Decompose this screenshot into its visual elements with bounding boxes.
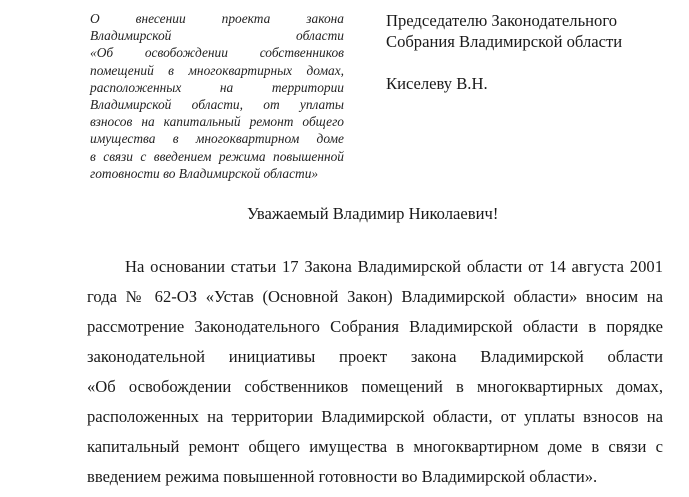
body-line: капитальный ремонт общего имущества в многоквартирном доме в связи с [87, 437, 663, 456]
addressee-title-line-1: Председателю Законодательного [386, 11, 618, 30]
salutation: Уважаемый Владимир Николаевич! [247, 204, 499, 223]
body-line: «Об освобождении собственников помещений в многоквартирных домах, [87, 377, 663, 396]
body-line: рассмотрение Законодательного Собрания Владимирской области в порядке [87, 317, 663, 336]
body-line: законодательной инициативы проект закона Владимирской области [87, 347, 663, 366]
body-line: года № 62-ОЗ «Устав (Основной Закон) Владимирской области» вносим на [87, 287, 663, 306]
subject-line: в связи с введением режима повышенной [90, 148, 344, 164]
addressee-block [386, 10, 686, 94]
addressee-name: Киселеву В.Н. [386, 74, 488, 93]
subject-line: О внесении проекта закона [90, 11, 344, 26]
subject-line: расположенных на территории [90, 79, 344, 95]
body-line: На основании статьи 17 Закона Владимирской области от 14 августа 2001 [125, 257, 663, 276]
subject-line: Владимирской области [90, 28, 344, 44]
subject-line: Владимирской области, от уплаты [90, 97, 344, 113]
subject-line: «Об освобождении собственников [90, 45, 344, 61]
body-line: расположенных на территории Владимирской области, от уплаты взносов на [87, 407, 663, 426]
subject-line: взносов на капитальный ремонт общего [90, 114, 344, 130]
subject-line: готовности во Владимирской области» [90, 165, 319, 181]
letter-subject [90, 10, 344, 182]
letter-body [87, 252, 663, 492]
subject-line: помещений в многоквартирных домах, [90, 62, 344, 78]
body-line: введением режима повышенной готовности во Владимирской области». [87, 467, 598, 486]
subject-line: имущества в многоквартирном доме [90, 131, 344, 147]
addressee-title-line-2: Собрания Владимирской области [386, 32, 623, 51]
